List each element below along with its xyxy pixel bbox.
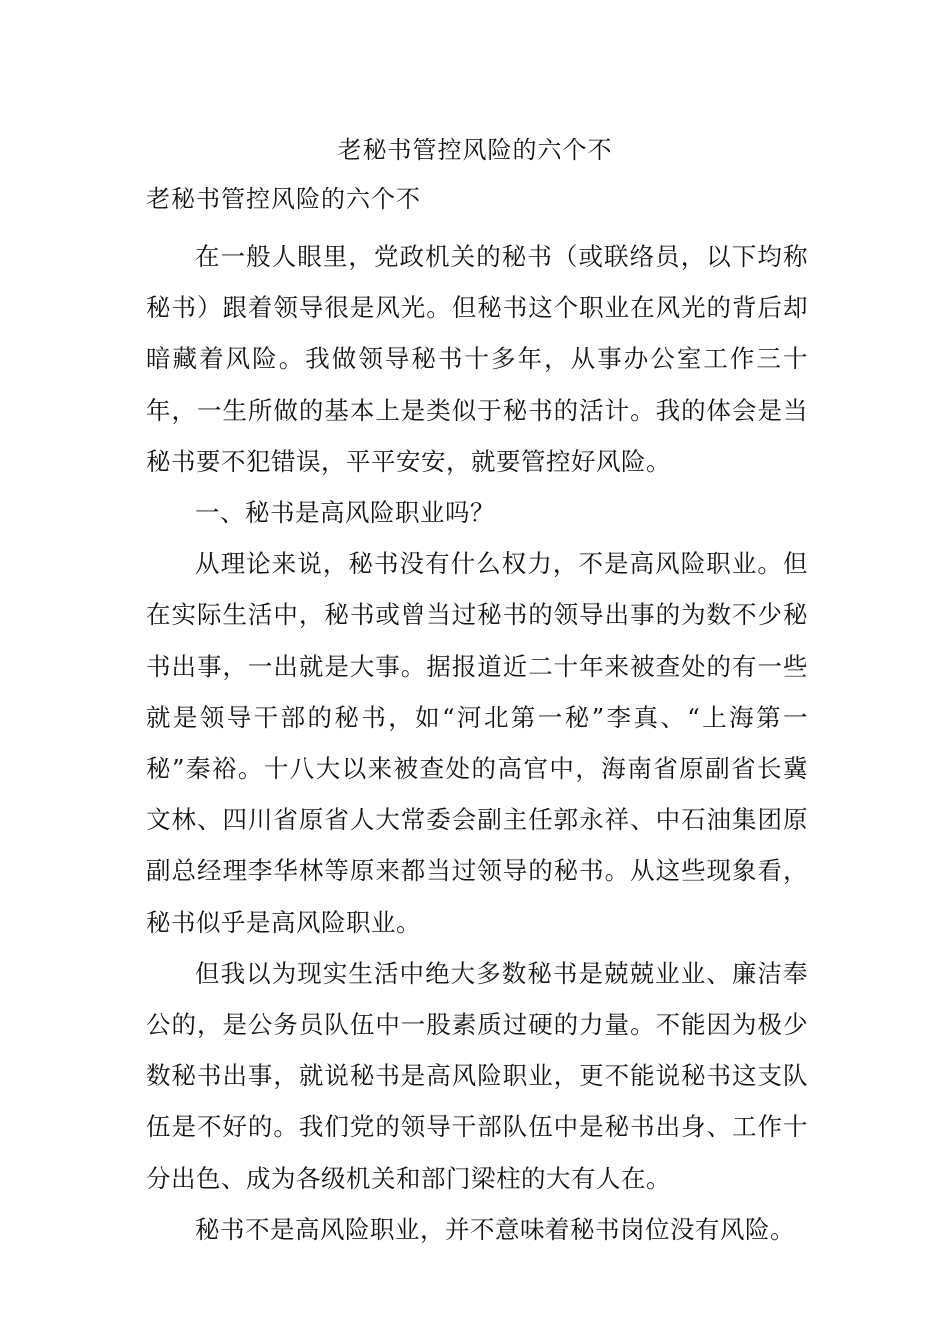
paragraph-intro: 在一般人眼里，党政机关的秘书（或联络员，以下均称秘书）跟着领导很是风光。但秘书这个职业在风光的背后却暗藏着风险。我做领导秘书十多年，从事办公室工作三十年，一生所做的基本上是类似于秘书的活计。我的体会是当秘书要不犯错误，平平安安，就要管控好风险。 (146, 242, 808, 476)
section-heading-1: 一、秘书是高风险职业吗？ (195, 498, 495, 528)
paragraph-risk: 秘书不是高风险职业，并不意味着秘书岗位没有风险。 (195, 1214, 795, 1244)
document-body (146, 231, 808, 1255)
document-title: 老秘书管控风险的六个不 (337, 136, 613, 164)
document-subtitle: 老秘书管控风险的六个不 (146, 185, 421, 213)
paragraph-theory: 从理论来说，秘书没有什么权力，不是高风险职业。但在实际生活中，秘书或曾当过秘书的领导出事的为数不少秘书出事，一出就是大事。据报道近二十年来被查处的有一些就是领导干部的秘书，如“河北第一秘”李真、“上海第一秘”秦裕。十八大以来被查处的高官中，海南省原副省长冀文林、四川省原省人大常委会副主任郭永祥、中石油集团原副总经理李华林等原来都当过领导的秘书。从这些现象看，秘书似乎是高风险职业。 (146, 549, 808, 937)
paragraph-reality: 但我以为现实生活中绝大多数秘书是兢兢业业、廉洁奉公的，是公务员队伍中一股素质过硬的力量。不能因为极少数秘书出事，就说秘书是高风险职业，更不能说秘书这支队伍是不好的。我们党的领导干部队伍中是秘书出身、工作十分出色、成为各级机关和部门梁柱的大有人在。 (146, 958, 808, 1193)
